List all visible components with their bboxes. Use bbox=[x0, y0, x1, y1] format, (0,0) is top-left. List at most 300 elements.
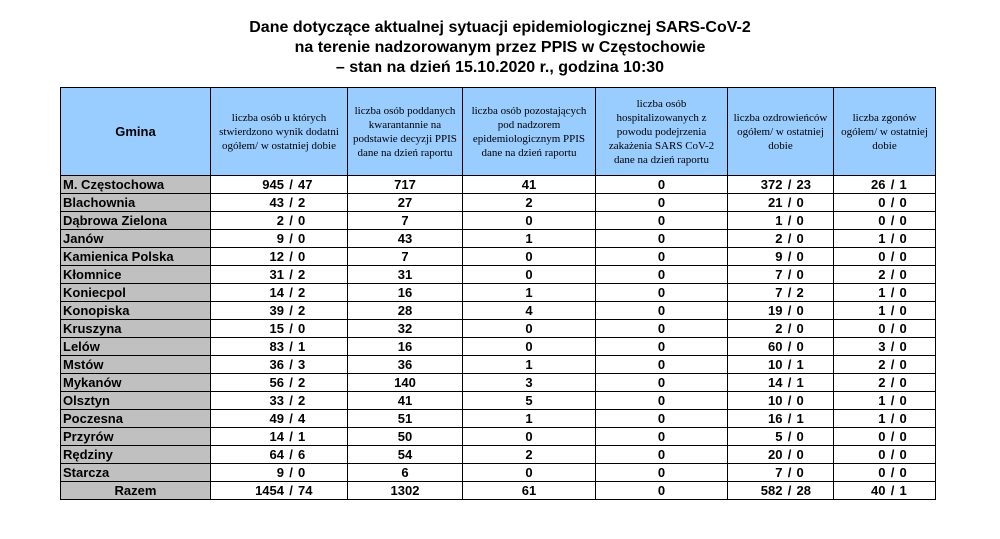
value-pair bbox=[850, 338, 920, 355]
total-value: 60 bbox=[768, 339, 783, 354]
daily-value: 0 bbox=[796, 339, 804, 354]
gmina-name: Razem bbox=[61, 482, 211, 500]
table-row bbox=[61, 410, 936, 428]
hospitalized-cell: 0 bbox=[596, 482, 728, 500]
value-pair bbox=[226, 392, 332, 409]
deaths-cell bbox=[834, 482, 936, 500]
hospitalized-cell: 0 bbox=[596, 248, 728, 266]
supervision-cell: 0 bbox=[463, 266, 596, 284]
quarantine-cell: 1302 bbox=[348, 482, 463, 500]
quarantine-cell: 41 bbox=[348, 392, 463, 410]
recovered-cell bbox=[728, 338, 834, 356]
quarantine-cell: 43 bbox=[348, 230, 463, 248]
positive-cell bbox=[211, 266, 348, 284]
separator: / bbox=[890, 213, 895, 228]
value-pair bbox=[731, 392, 831, 409]
value-pair bbox=[226, 410, 332, 427]
supervision-cell: 1 bbox=[463, 356, 596, 374]
separator: / bbox=[289, 393, 293, 408]
total-row bbox=[61, 482, 936, 500]
value-pair bbox=[226, 194, 332, 211]
table-row bbox=[61, 248, 936, 266]
supervision-cell: 0 bbox=[463, 338, 596, 356]
total-value: 2 bbox=[775, 231, 783, 246]
total-value: 12 bbox=[269, 249, 284, 264]
hospitalized-cell: 0 bbox=[596, 212, 728, 230]
value-pair bbox=[850, 374, 920, 391]
separator: / bbox=[890, 321, 895, 336]
positive-cell bbox=[211, 194, 348, 212]
daily-value: 4 bbox=[298, 411, 306, 426]
total-value: 10 bbox=[768, 357, 783, 372]
total-value: 7 bbox=[775, 285, 783, 300]
hospitalized-cell: 0 bbox=[596, 284, 728, 302]
gmina-name: Kruszyna bbox=[61, 320, 211, 338]
value-pair bbox=[731, 374, 831, 391]
daily-value: 0 bbox=[796, 231, 804, 246]
value-pair bbox=[226, 284, 332, 301]
value-pair bbox=[731, 410, 831, 427]
header-quarantine: liczba osób poddanych kwarantannie na podstawie decyzji PPIS dane na dzień raportu bbox=[348, 88, 463, 176]
daily-value: 0 bbox=[899, 249, 907, 264]
value-pair bbox=[226, 266, 332, 283]
deaths-cell bbox=[834, 230, 936, 248]
supervision-cell: 0 bbox=[463, 428, 596, 446]
daily-value: 0 bbox=[899, 393, 907, 408]
separator: / bbox=[289, 375, 293, 390]
separator: / bbox=[890, 411, 895, 426]
total-value: 7 bbox=[775, 465, 783, 480]
header-gmina: Gmina bbox=[61, 88, 211, 176]
supervision-cell: 2 bbox=[463, 446, 596, 464]
recovered-cell bbox=[728, 284, 834, 302]
supervision-cell: 0 bbox=[463, 320, 596, 338]
recovered-cell bbox=[728, 230, 834, 248]
positive-cell bbox=[211, 464, 348, 482]
daily-value: 2 bbox=[298, 285, 306, 300]
daily-value: 0 bbox=[298, 213, 306, 228]
value-pair bbox=[850, 410, 920, 427]
total-value: 83 bbox=[269, 339, 284, 354]
deaths-cell bbox=[834, 176, 936, 194]
value-pair bbox=[850, 302, 920, 319]
daily-value: 2 bbox=[298, 375, 306, 390]
epidemiology-table bbox=[60, 87, 936, 500]
value-pair bbox=[731, 338, 831, 355]
separator: / bbox=[890, 303, 895, 318]
daily-value: 0 bbox=[899, 357, 907, 372]
deaths-cell bbox=[834, 410, 936, 428]
quarantine-cell: 140 bbox=[348, 374, 463, 392]
table-row bbox=[61, 230, 936, 248]
daily-value: 0 bbox=[298, 465, 306, 480]
gmina-name: Rędziny bbox=[61, 446, 211, 464]
total-value: 9 bbox=[775, 249, 783, 264]
table-row bbox=[61, 194, 936, 212]
daily-value: 0 bbox=[899, 303, 907, 318]
supervision-cell: 61 bbox=[463, 482, 596, 500]
supervision-cell: 2 bbox=[463, 194, 596, 212]
total-value: 56 bbox=[269, 375, 284, 390]
value-pair bbox=[226, 338, 332, 355]
total-value: 3 bbox=[878, 339, 886, 354]
deaths-cell bbox=[834, 428, 936, 446]
gmina-name: Mykanów bbox=[61, 374, 211, 392]
deaths-cell bbox=[834, 446, 936, 464]
daily-value: 1 bbox=[796, 375, 804, 390]
supervision-cell: 0 bbox=[463, 248, 596, 266]
daily-value: 0 bbox=[796, 465, 804, 480]
hospitalized-cell: 0 bbox=[596, 176, 728, 194]
daily-value: 0 bbox=[899, 195, 907, 210]
quarantine-cell: 27 bbox=[348, 194, 463, 212]
total-value: 582 bbox=[760, 483, 783, 498]
quarantine-cell: 36 bbox=[348, 356, 463, 374]
value-pair bbox=[731, 266, 831, 283]
table-body bbox=[61, 176, 936, 500]
value-pair bbox=[226, 374, 332, 391]
separator: / bbox=[289, 249, 293, 264]
hospitalized-cell: 0 bbox=[596, 302, 728, 320]
separator: / bbox=[890, 465, 895, 480]
daily-value: 3 bbox=[298, 357, 306, 372]
gmina-name: Poczesna bbox=[61, 410, 211, 428]
value-pair bbox=[850, 356, 920, 373]
daily-value: 6 bbox=[298, 447, 306, 462]
separator: / bbox=[890, 249, 895, 264]
recovered-cell bbox=[728, 176, 834, 194]
separator: / bbox=[890, 177, 895, 192]
separator: / bbox=[289, 411, 293, 426]
separator: / bbox=[787, 375, 792, 390]
separator: / bbox=[289, 195, 293, 210]
positive-cell bbox=[211, 356, 348, 374]
positive-cell bbox=[211, 428, 348, 446]
daily-value: 0 bbox=[796, 303, 804, 318]
separator: / bbox=[787, 393, 792, 408]
total-value: 9 bbox=[276, 465, 284, 480]
total-value: 2 bbox=[878, 357, 886, 372]
gmina-name: Starcza bbox=[61, 464, 211, 482]
table-row bbox=[61, 176, 936, 194]
value-pair bbox=[226, 230, 332, 247]
supervision-cell: 1 bbox=[463, 284, 596, 302]
separator: / bbox=[787, 483, 792, 498]
header-supervision: liczba osób pozostających pod nadzorem epidemiologicznym PPIS dane na dzień raportu bbox=[463, 88, 596, 176]
recovered-cell bbox=[728, 392, 834, 410]
value-pair bbox=[731, 194, 831, 211]
value-pair bbox=[226, 320, 332, 337]
recovered-cell bbox=[728, 266, 834, 284]
daily-value: 0 bbox=[796, 393, 804, 408]
total-value: 31 bbox=[269, 267, 284, 282]
separator: / bbox=[787, 447, 792, 462]
report-title bbox=[0, 18, 1000, 78]
recovered-cell bbox=[728, 320, 834, 338]
value-pair bbox=[850, 176, 920, 193]
daily-value: 0 bbox=[899, 411, 907, 426]
separator: / bbox=[787, 429, 792, 444]
supervision-cell: 5 bbox=[463, 392, 596, 410]
daily-value: 0 bbox=[796, 429, 804, 444]
value-pair bbox=[226, 356, 332, 373]
positive-cell bbox=[211, 212, 348, 230]
total-value: 0 bbox=[878, 465, 886, 480]
gmina-name: Mstów bbox=[61, 356, 211, 374]
daily-value: 1 bbox=[899, 177, 907, 192]
daily-value: 0 bbox=[796, 213, 804, 228]
header-deaths: liczba zgonów ogółem/ w ostatniej dobie bbox=[834, 88, 936, 176]
gmina-name: Konopiska bbox=[61, 302, 211, 320]
deaths-cell bbox=[834, 338, 936, 356]
hospitalized-cell: 0 bbox=[596, 392, 728, 410]
table-row bbox=[61, 284, 936, 302]
supervision-cell: 3 bbox=[463, 374, 596, 392]
header-hospitalized: liczba osób hospitalizowanych z powodu podejrzenia zakażenia SARS CoV-2 dane na dzień raportu bbox=[596, 88, 728, 176]
quarantine-cell: 7 bbox=[348, 212, 463, 230]
daily-value: 2 bbox=[298, 303, 306, 318]
value-pair bbox=[731, 212, 831, 229]
separator: / bbox=[787, 321, 792, 336]
hospitalized-cell: 0 bbox=[596, 338, 728, 356]
total-value: 0 bbox=[878, 447, 886, 462]
total-value: 7 bbox=[775, 267, 783, 282]
separator: / bbox=[289, 213, 293, 228]
total-value: 1 bbox=[878, 393, 886, 408]
value-pair bbox=[850, 230, 920, 247]
separator: / bbox=[289, 357, 293, 372]
separator: / bbox=[289, 483, 293, 498]
gmina-name: Blachownia bbox=[61, 194, 211, 212]
separator: / bbox=[289, 339, 293, 354]
daily-value: 0 bbox=[298, 231, 306, 246]
total-value: 43 bbox=[269, 195, 284, 210]
deaths-cell bbox=[834, 374, 936, 392]
quarantine-cell: 717 bbox=[348, 176, 463, 194]
positive-cell bbox=[211, 446, 348, 464]
total-value: 0 bbox=[878, 429, 886, 444]
table-header-row bbox=[61, 88, 936, 176]
total-value: 33 bbox=[269, 393, 284, 408]
table-row bbox=[61, 464, 936, 482]
recovered-cell bbox=[728, 428, 834, 446]
total-value: 1 bbox=[878, 303, 886, 318]
title-line-2: na terenie nadzorowanym przez PPIS w Częstochowie bbox=[294, 39, 706, 56]
table-row bbox=[61, 320, 936, 338]
quarantine-cell: 16 bbox=[348, 338, 463, 356]
separator: / bbox=[787, 195, 792, 210]
value-pair bbox=[850, 212, 920, 229]
value-pair bbox=[731, 428, 831, 445]
total-value: 372 bbox=[760, 177, 783, 192]
header-positive: liczba osób u których stwierdzono wynik dodatni ogółem/ w ostatniej dobie bbox=[211, 88, 348, 176]
recovered-cell bbox=[728, 446, 834, 464]
total-value: 1 bbox=[878, 411, 886, 426]
hospitalized-cell: 0 bbox=[596, 230, 728, 248]
value-pair bbox=[731, 176, 831, 193]
quarantine-cell: 54 bbox=[348, 446, 463, 464]
separator: / bbox=[289, 177, 293, 192]
quarantine-cell: 16 bbox=[348, 284, 463, 302]
recovered-cell bbox=[728, 464, 834, 482]
deaths-cell bbox=[834, 194, 936, 212]
positive-cell bbox=[211, 374, 348, 392]
daily-value: 0 bbox=[796, 447, 804, 462]
recovered-cell bbox=[728, 356, 834, 374]
total-value: 49 bbox=[269, 411, 284, 426]
title-line-1: Dane dotyczące aktualnej sytuacji epidemiologicznej SARS-CoV-2 bbox=[249, 19, 751, 36]
gmina-name: Kłomnice bbox=[61, 266, 211, 284]
deaths-cell bbox=[834, 302, 936, 320]
total-value: 0 bbox=[878, 249, 886, 264]
total-value: 36 bbox=[269, 357, 284, 372]
total-value: 2 bbox=[775, 321, 783, 336]
value-pair bbox=[850, 320, 920, 337]
daily-value: 0 bbox=[899, 321, 907, 336]
total-value: 20 bbox=[768, 447, 783, 462]
value-pair bbox=[850, 392, 920, 409]
total-value: 0 bbox=[878, 195, 886, 210]
separator: / bbox=[787, 357, 792, 372]
separator: / bbox=[890, 429, 895, 444]
hospitalized-cell: 0 bbox=[596, 374, 728, 392]
separator: / bbox=[890, 231, 895, 246]
value-pair bbox=[850, 464, 920, 481]
total-value: 9 bbox=[276, 231, 284, 246]
separator: / bbox=[787, 411, 792, 426]
recovered-cell bbox=[728, 248, 834, 266]
total-value: 40 bbox=[871, 483, 886, 498]
positive-cell bbox=[211, 320, 348, 338]
supervision-cell: 0 bbox=[463, 212, 596, 230]
hospitalized-cell: 0 bbox=[596, 428, 728, 446]
value-pair bbox=[731, 230, 831, 247]
quarantine-cell: 31 bbox=[348, 266, 463, 284]
daily-value: 0 bbox=[899, 267, 907, 282]
supervision-cell: 1 bbox=[463, 230, 596, 248]
separator: / bbox=[787, 339, 792, 354]
value-pair bbox=[226, 176, 332, 193]
value-pair bbox=[226, 446, 332, 463]
quarantine-cell: 7 bbox=[348, 248, 463, 266]
total-value: 14 bbox=[269, 285, 284, 300]
daily-value: 0 bbox=[899, 213, 907, 228]
deaths-cell bbox=[834, 392, 936, 410]
table-row bbox=[61, 302, 936, 320]
quarantine-cell: 51 bbox=[348, 410, 463, 428]
positive-cell bbox=[211, 284, 348, 302]
daily-value: 0 bbox=[298, 321, 306, 336]
daily-value: 0 bbox=[796, 267, 804, 282]
separator: / bbox=[289, 231, 293, 246]
table-row bbox=[61, 212, 936, 230]
separator: / bbox=[890, 357, 895, 372]
daily-value: 0 bbox=[899, 339, 907, 354]
value-pair bbox=[226, 482, 332, 499]
recovered-cell bbox=[728, 212, 834, 230]
separator: / bbox=[787, 213, 792, 228]
daily-value: 1 bbox=[796, 411, 804, 426]
supervision-cell: 41 bbox=[463, 176, 596, 194]
value-pair bbox=[731, 284, 831, 301]
gmina-name: Lelów bbox=[61, 338, 211, 356]
total-value: 10 bbox=[768, 393, 783, 408]
table-row bbox=[61, 392, 936, 410]
daily-value: 1 bbox=[298, 429, 306, 444]
total-value: 2 bbox=[878, 267, 886, 282]
value-pair bbox=[731, 356, 831, 373]
daily-value: 47 bbox=[298, 177, 313, 192]
daily-value: 0 bbox=[796, 249, 804, 264]
value-pair bbox=[226, 302, 332, 319]
positive-cell bbox=[211, 230, 348, 248]
value-pair bbox=[226, 428, 332, 445]
total-value: 1 bbox=[878, 285, 886, 300]
daily-value: 1 bbox=[298, 339, 306, 354]
supervision-cell: 0 bbox=[463, 464, 596, 482]
table-row bbox=[61, 428, 936, 446]
separator: / bbox=[289, 447, 293, 462]
positive-cell bbox=[211, 302, 348, 320]
gmina-name: Przyrów bbox=[61, 428, 211, 446]
separator: / bbox=[289, 267, 293, 282]
total-value: 2 bbox=[878, 375, 886, 390]
total-value: 15 bbox=[269, 321, 284, 336]
total-value: 0 bbox=[878, 321, 886, 336]
value-pair bbox=[226, 212, 332, 229]
separator: / bbox=[890, 483, 895, 498]
daily-value: 0 bbox=[899, 447, 907, 462]
deaths-cell bbox=[834, 464, 936, 482]
total-value: 1 bbox=[878, 231, 886, 246]
separator: / bbox=[787, 285, 792, 300]
positive-cell bbox=[211, 248, 348, 266]
separator: / bbox=[289, 285, 293, 300]
positive-cell bbox=[211, 410, 348, 428]
positive-cell bbox=[211, 482, 348, 500]
deaths-cell bbox=[834, 356, 936, 374]
supervision-cell: 4 bbox=[463, 302, 596, 320]
recovered-cell bbox=[728, 194, 834, 212]
separator: / bbox=[890, 375, 895, 390]
gmina-name: Olsztyn bbox=[61, 392, 211, 410]
recovered-cell bbox=[728, 482, 834, 500]
value-pair bbox=[850, 446, 920, 463]
deaths-cell bbox=[834, 320, 936, 338]
value-pair bbox=[731, 248, 831, 265]
hospitalized-cell: 0 bbox=[596, 446, 728, 464]
header-recovered: liczba ozdrowieńców ogółem/ w ostatniej dobie bbox=[728, 88, 834, 176]
total-value: 1454 bbox=[255, 483, 284, 498]
separator: / bbox=[289, 303, 293, 318]
gmina-name: Koniecpol bbox=[61, 284, 211, 302]
value-pair bbox=[226, 248, 332, 265]
separator: / bbox=[890, 393, 895, 408]
daily-value: 2 bbox=[298, 267, 306, 282]
positive-cell bbox=[211, 176, 348, 194]
total-value: 16 bbox=[768, 411, 783, 426]
value-pair bbox=[850, 266, 920, 283]
daily-value: 0 bbox=[899, 375, 907, 390]
daily-value: 74 bbox=[298, 483, 313, 498]
total-value: 2 bbox=[276, 213, 284, 228]
value-pair bbox=[731, 482, 831, 499]
total-value: 39 bbox=[269, 303, 284, 318]
total-value: 14 bbox=[768, 375, 783, 390]
positive-cell bbox=[211, 338, 348, 356]
hospitalized-cell: 0 bbox=[596, 266, 728, 284]
value-pair bbox=[850, 194, 920, 211]
